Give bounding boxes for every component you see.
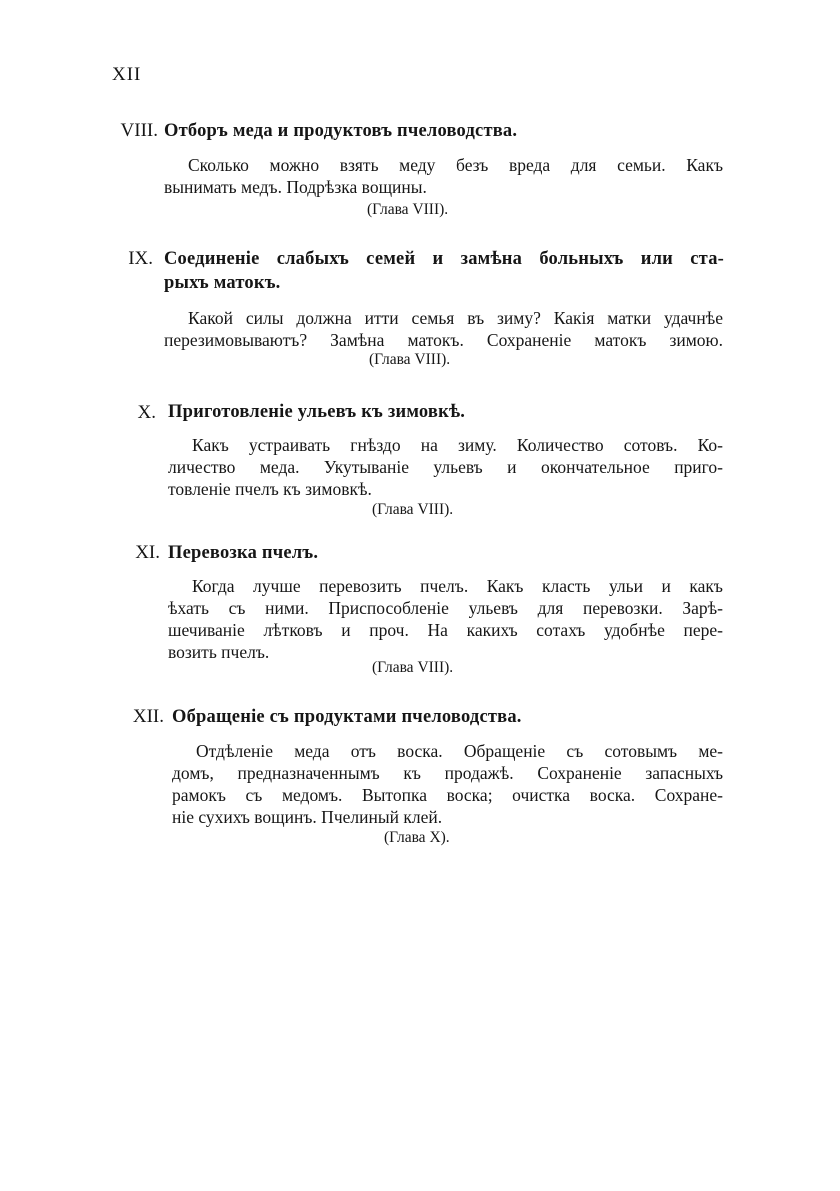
body-line: домъ, предназначеннымъ къ продажѣ. Сохраненіе запасныхъ: [172, 763, 723, 783]
body-line: ніе сухихъ вощинъ. Пчелиный клей.: [172, 807, 443, 827]
body-line: личество меда. Укутываніе ульевъ и окончательное приго-: [168, 457, 723, 477]
chapter-reference: (Глава X).: [384, 829, 450, 846]
chapter-reference: (Глава VIII).: [367, 201, 449, 218]
chapter-reference: (Глава VIII).: [372, 659, 454, 676]
section-numeral: VIII.: [120, 120, 158, 141]
section-numeral: X.: [137, 402, 156, 423]
section-numeral: XII.: [132, 706, 164, 727]
body-line: Когда лучше перевозить пчелъ. Какъ класть ульи и какъ: [192, 576, 723, 596]
section-title-line: Соединеніе слабыхъ семей и замѣна больныхъ или ста-: [164, 249, 724, 269]
body-line: рамокъ съ медомъ. Вытопка воска; очистка воска. Сохране-: [172, 785, 723, 805]
page-number: XII: [112, 64, 142, 85]
section-title-line: рыхъ матокъ.: [164, 273, 281, 293]
section-numeral: IX.: [128, 248, 153, 269]
body-line: ѣхать съ ними. Приспособленіе ульевъ для перевозки. Зарѣ-: [168, 598, 723, 618]
body-line: шечиваніе лѣтковъ и проч. На какихъ сотахъ удобнѣе пере-: [168, 620, 723, 640]
body-line: вынимать медъ. Подрѣзка вощины.: [164, 177, 427, 197]
body-line: возить пчелъ.: [168, 642, 270, 662]
chapter-reference: (Глава VIII).: [369, 351, 451, 368]
body-line: Какой силы должна итти семья въ зиму? Какія матки удачнѣе: [188, 308, 723, 328]
body-line: товленіе пчелъ къ зимовкѣ.: [168, 479, 372, 499]
body-line: перезимовываютъ? Замѣна матокъ. Сохраненіе матокъ зимою.: [164, 330, 723, 350]
body-line: Сколько можно взять меду безъ вреда для семьи. Какъ: [188, 155, 723, 175]
section-title: Перевозка пчелъ.: [168, 543, 319, 563]
section-title: Отборъ меда и продуктовъ пчеловодства.: [164, 121, 518, 141]
section-title: Обращеніе съ продуктами пчеловодства.: [172, 707, 522, 727]
section-numeral: XI.: [135, 542, 160, 563]
body-line: Отдѣленіе меда отъ воска. Обращеніе съ сотовымъ ме-: [196, 741, 723, 761]
body-line: Какъ устраивать гнѣздо на зиму. Количество сотовъ. Ко-: [192, 435, 723, 455]
chapter-reference: (Глава VIII).: [372, 501, 454, 518]
section-title: Приготовленіе ульевъ къ зимовкѣ.: [168, 402, 466, 422]
